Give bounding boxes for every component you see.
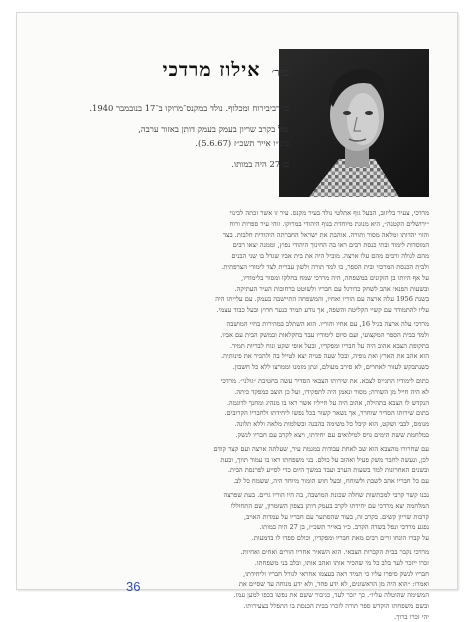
text-line: בשנת 1956 עלה ארצה עם הוריו ואחיו, והמשפחה התיישבה בעמק. עם עלייתו היה: [215, 295, 429, 304]
text-line: מרדכי נקבר בבית הקברות הצבאי. הוא השאיר אחריו הורים ואחים ואחיות.: [240, 547, 429, 556]
memorial-page: [16, 12, 458, 621]
text-line: מנומס, לבבי ושקט, הוא קיבל כל משימה בהבנה ובשלמות מלאה וללא תלונה.: [234, 420, 429, 429]
paragraph: [33, 444, 429, 487]
rank-label: טור׳: [271, 66, 289, 79]
text-line: עליו להתמודד עם קשיי הקליטה והשפה, אך נודע תמיד כנער חרוץ ובעל כבוד עצמי.: [216, 306, 429, 315]
text-line: עם שחרורו מהצבא הוא שב לאחת עבודות במגמת עיר, שעלתה ארצה ועם קצר קודם: [213, 444, 429, 453]
text-line: והווי יהדותו ומלאה מסור ותורה. אוהבת את ישראל החברתה היהודית חלבות. בצד: [222, 230, 429, 239]
text-line: מהם לגולה ורבים מהם עלו ארצה. מוביל היה את בית אביו שגדל בו שני הבנים: [231, 252, 429, 261]
text-line: הוא אהב את הארץ ואת נופיה, ובכל שעה פנויה יצא לטייל בה ולהכיר את פינותיה.: [221, 352, 429, 361]
text-line: בתקופת הצבא אהוב היה על חבריו ומפקדיו, ובעל אופי שקט ונוח לבריות תמיד.: [229, 341, 429, 350]
text-line: בתום שירותו הסדיר שוחרר, אך נשאר קשור בכל נפשו ליחידתו ולחבריו הקרובים.: [224, 409, 429, 418]
soldier-name: אילוז מרדכי: [162, 59, 261, 81]
text-line: ולמד בבית הספר המקצועי, ועם סיום לימודיו עבד בחקלאות ובמשק הבית עם אביו.: [220, 330, 429, 339]
text-line: ואמרו: ״הוא היה מן הראשונים, לא ידע פחד, ולא ידע מנוחה עד שסיים את: [238, 580, 429, 589]
text-line: נפגע מרדכי ונפל בשדה הקרב. כ״ו באייר תשכ״ז, בן 27 היה במותו.: [259, 523, 429, 532]
text-line: כתום לימודיו התגייס לצבא. את שירותו הצבאי הסדיר עשה בחטיבת ״גולני״. מרדכי: [220, 376, 429, 385]
bio-date: ביכ״ו אייר תשכ״ז (5.6.67).: [195, 138, 289, 148]
text-line: קרבות שריון קשים. בקרב זה, בעוד שהסתער עם חבריו על עמדות האויב,: [243, 512, 429, 521]
text-line: הנקדש לו הצבא בתהילה, אהוב היה על חייליו אשר ראו בו מנהיג ומחנך לדוגמה.: [226, 398, 429, 407]
text-line: יהי זכרו ברוך.: [394, 612, 429, 621]
paragraph: [33, 547, 429, 622]
bio-age: בן 27 היה במותו.: [231, 159, 289, 169]
text-line: מרדכי, צעיר בליזוב, הבעל גוף אתלטי נולד בעיר מקנס. עיר זו אשר זכתה לכינוי: [229, 209, 429, 217]
paragraph: [33, 376, 429, 441]
text-line: על קברו הונחו זרים רבים מאת חבריו ומפקדיו, וכולם ספדו לו בדמעות.: [251, 534, 429, 543]
text-line: לכן, ונעשה לחבר משק פעיל ואהוב על כולם. בני משפחתו ראו בו עמוד תווך, ובעת: [220, 455, 429, 464]
text-line: לא היה חייל מן השורה; מסור ונאמן היה לתפקידו, ועל כן הוצב כמפקד כיתה.: [234, 387, 429, 396]
text-line: ״ירושלים הקטנה״, היא מנוגת מיוחדת בנוף היהודי במרוקו. זוהי עיר ספרות ורוח: [229, 219, 429, 228]
text-line: מרדכי עלה ארצה בגיל 16, עם אחיו והוריו. הוא השתלב במהירות בחיי המושבה: [226, 319, 429, 328]
page-number: 36: [126, 579, 141, 594]
text-line: במלחמת ששת הימים גויס למילואים עם יחידתו, ויצא לקרב עם חבריו לנשק.: [235, 430, 429, 439]
paragraph: [33, 208, 429, 316]
bio-summary: [89, 101, 289, 171]
text-line: ולבית הכנסת המרכזי ובית הספר, בו למד תורה ולשון עברית לצד לימודי הצרפתית.: [221, 262, 429, 271]
portrait-photo: [279, 49, 429, 197]
text-line: המלחמה יצא מרדכי עם יחידתו לקרב בעמק דותן בצפון השומרון, שם התחוללו: [230, 501, 429, 510]
text-line: נבנו קשר קרבי למכתשות שחלה שכונת המושבה, בה היו הוריו גרים. בעת שפרצה: [223, 490, 429, 499]
paragraph: [33, 490, 429, 544]
text-line: עם כל חבריו אהב לשבת ולשוחח, ובעל חוש הומור מיוחד היה, ששמח כל לב.: [233, 477, 429, 486]
text-line: על אף היותו בן הזקונים במשפחה, היה מרדכי שמח בחלקו ומסור בלימודיו,: [241, 273, 429, 282]
text-line: כשנתבקש לעזור לאחרים, לא סירב מעולם, ונתן מזמנו וממרצו ללא כל חשבון.: [232, 363, 429, 372]
text-line: חבריו לנשק סיפרו עליו כי תמיד ראה בעצמו אחראי לגורל חבריו וליחידתו,: [243, 569, 429, 578]
text-line: ובשנים האחרונות למד בשעות הערב ועבד במשך היום כדי לסייע לפרנסת הבית.: [227, 466, 429, 475]
text-line: זכרו ייזכר לעד בלב כל מי שהכיר אותו ואהב אותו, ובלב בני משפחתו.: [254, 558, 429, 567]
biography-text: [33, 205, 429, 622]
bio-birth: בן רביבירוח ומכלוף. נולד במקנס־מרוקו ב־17 בנובמבר 1940.: [89, 103, 289, 113]
portrait-image: [279, 49, 429, 197]
text-line: ובשעות הפנאי אהב לשחק כדורגל עם חבריו ולשוטט ברחובות העיר העתיקה.: [234, 284, 429, 293]
soldier-name-heading: [163, 59, 289, 82]
text-line: המשימה שהוטלה עליו״. כך יזכר לעד, כגיבור ששם את נפשו בכפו למען עמו.: [233, 591, 429, 600]
text-line: ובשם משפחתו הוקדש ספר תורה לזכרו בבית הכנסת בו התפלל בצעירותו.: [243, 601, 429, 610]
paragraph: [33, 319, 429, 373]
bio-fell: נפל בקרב שריון בעמק בעמק דותן באזור ערבה,: [138, 124, 289, 134]
text-line: המוסדות לימוד ובתי כנסת רבים ראו בה החינוך היהודי נפוץ, וממנה יצאו רבים: [232, 241, 429, 250]
